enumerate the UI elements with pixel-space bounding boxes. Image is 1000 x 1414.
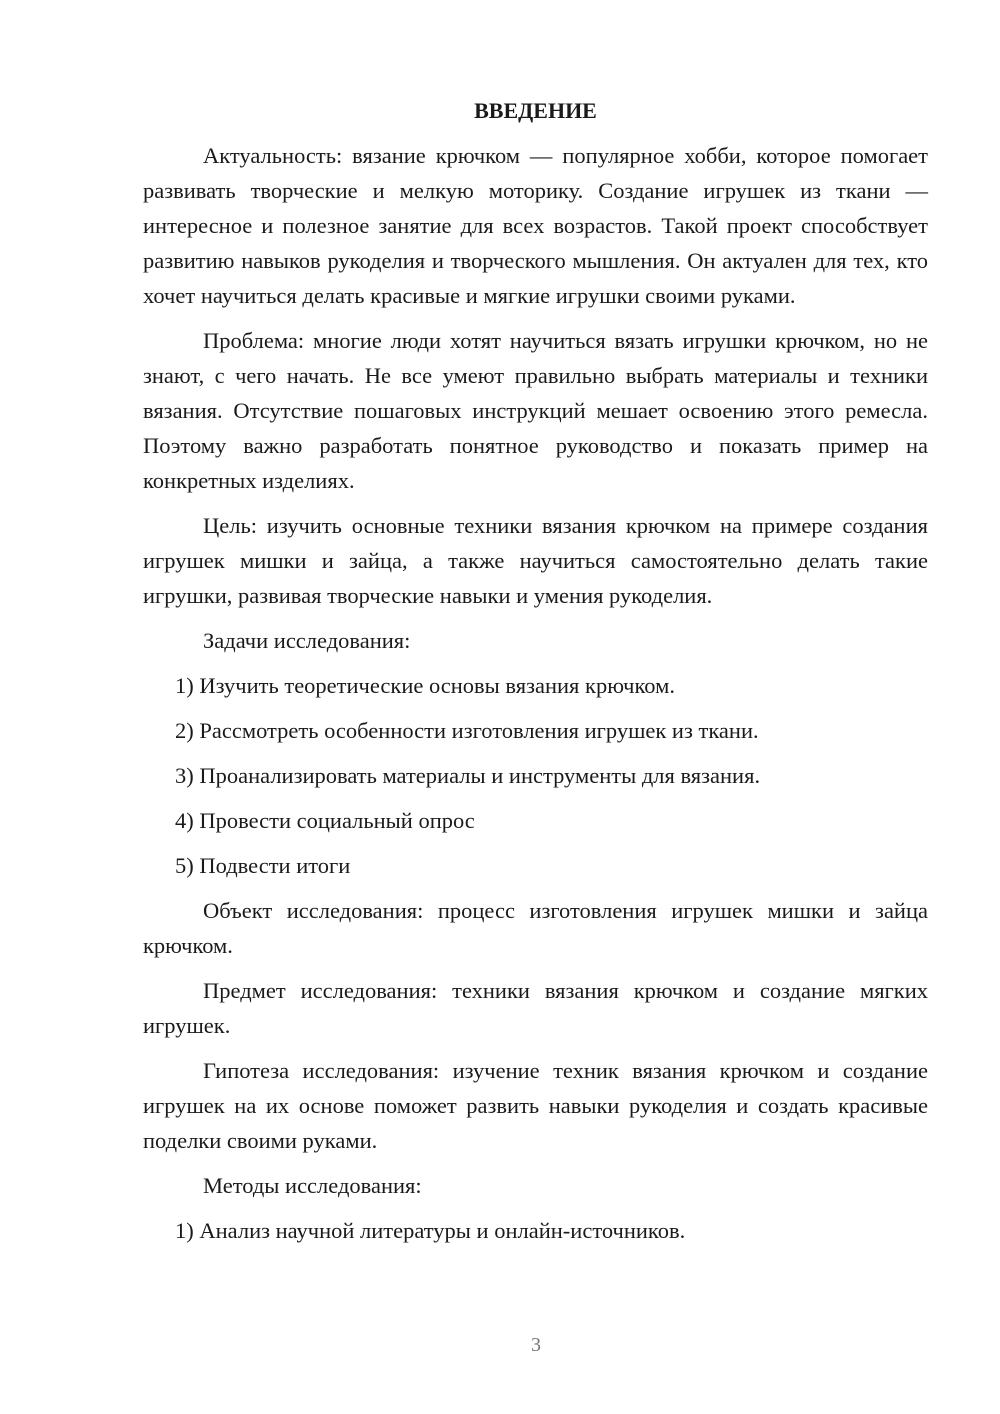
list-item: 3) Проанализировать материалы и инструменты для вязания. bbox=[175, 763, 761, 788]
object-paragraph: Объект исследования: процесс изготовления игрушек мишки и зайца крючком. bbox=[143, 898, 928, 958]
list-item: 1) Анализ научной литературы и онлайн-источников. bbox=[175, 1218, 686, 1243]
relevance-paragraph: Актуальность: вязание крючком — популярное хобби, которое помогает развивать творческие и мелкую моторику. Создание игрушек из ткани — интересное и полезное занятие для всех возрастов. Такой проект способствует развитию навыков рукоделия и творческого мышления. Он актуален для тех, кто хочет научиться делать красивые и мягкие игрушки своими руками. bbox=[143, 143, 928, 308]
section-title: ВВЕДЕНИЕ bbox=[474, 98, 597, 123]
methods-heading: Методы исследования: bbox=[203, 1173, 422, 1198]
hypothesis-paragraph: Гипотеза исследования: изучение техник вязания крючком и создание игрушек на их основе поможет развить навыки рукоделия и создать красивые поделки своими руками. bbox=[143, 1058, 928, 1153]
problem-paragraph: Проблема: многие люди хотят научиться вязать игрушки крючком, но не знают, с чего начать. Не все умеют правильно выбрать материалы и техники вязания. Отсутствие пошаговых инструкций мешает освоению этого ремесла. Поэтому важно разработать понятное руководство и показать пример на конкретных изделиях. bbox=[143, 328, 928, 493]
goal-paragraph: Цель: изучить основные техники вязания крючком на примере создания игрушек мишки и зайца, а также научиться самостоятельно делать такие игрушки, развивая творческие навыки и умения рукоделия. bbox=[143, 513, 928, 608]
list-item: 4) Провести социальный опрос bbox=[175, 808, 475, 833]
list-item: 5) Подвести итоги bbox=[175, 853, 351, 878]
document-body bbox=[143, 93, 928, 1258]
page-number: 3 bbox=[531, 1334, 541, 1356]
tasks-list bbox=[143, 668, 928, 883]
list-item: 2) Рассмотреть особенности изготовления игрушек из ткани. bbox=[175, 718, 759, 743]
subject-paragraph: Предмет исследования: техники вязания крючком и создание мягких игрушек. bbox=[143, 978, 928, 1038]
methods-list bbox=[143, 1213, 928, 1248]
tasks-heading: Задачи исследования: bbox=[203, 628, 411, 653]
list-item: 1) Изучить теоретические основы вязания крючком. bbox=[175, 673, 675, 698]
